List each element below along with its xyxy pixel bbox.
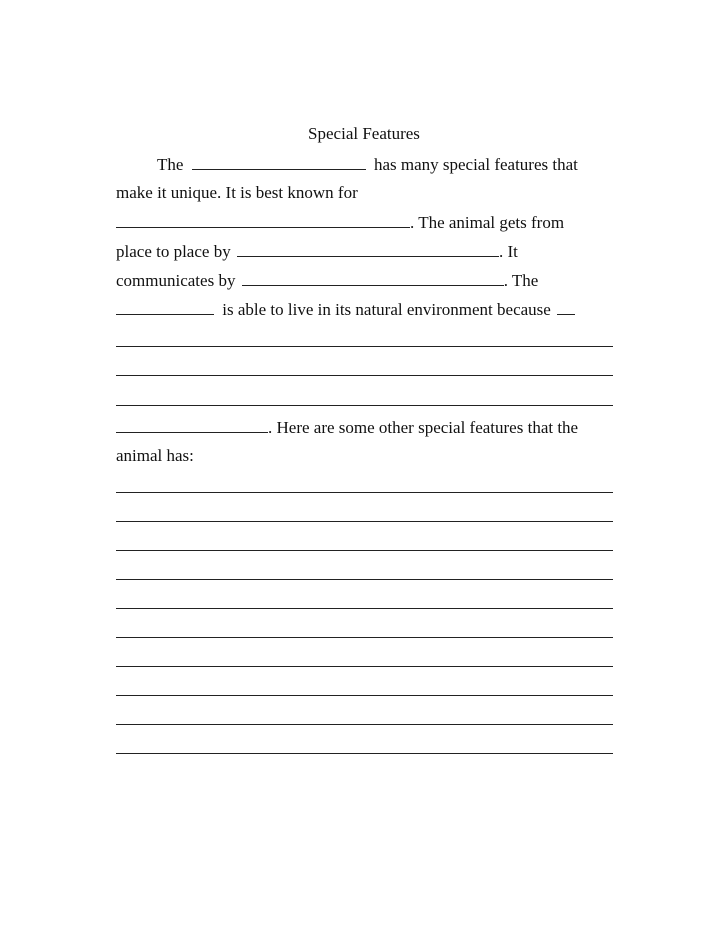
line5-before-text: communicates by [116, 271, 236, 290]
features-answer-line-3[interactable] [116, 550, 613, 551]
paragraph-line-11 [116, 445, 616, 467]
worksheet-title: Special Features [308, 124, 420, 143]
features-answer-line-7[interactable] [116, 666, 613, 667]
line1-before-text: The [157, 155, 184, 174]
paragraph-line-10 [116, 416, 616, 438]
line1-after-text: has many special features that [373, 155, 578, 174]
animal-name-blank-2[interactable] [116, 298, 214, 315]
best-known-for-blank[interactable] [116, 211, 410, 228]
because-answer-line-1[interactable] [116, 346, 613, 347]
features-answer-line-10[interactable] [116, 753, 613, 754]
because-answer-line-3[interactable] [116, 405, 613, 406]
animal-name-blank[interactable] [192, 153, 366, 170]
line2-text: make it unique. It is best known for [116, 183, 358, 202]
line3-after-text: . The animal gets from [410, 213, 565, 232]
paragraph-line-5 [116, 269, 616, 291]
features-answer-line-5[interactable] [116, 608, 613, 609]
paragraph-line-2 [116, 182, 616, 204]
line4-before-text: place to place by [116, 242, 231, 261]
paragraph-line-1 [157, 153, 657, 175]
features-answer-line-6[interactable] [116, 637, 613, 638]
movement-blank[interactable] [237, 240, 499, 257]
line6-after-text: is able to live in its natural environment because [222, 300, 551, 319]
line11-text: animal has: [116, 446, 194, 465]
line5-after-text: . The [503, 271, 539, 290]
paragraph-line-6 [116, 298, 616, 320]
because-blank-end[interactable] [116, 416, 268, 433]
features-answer-line-8[interactable] [116, 695, 613, 696]
features-answer-line-1[interactable] [116, 492, 613, 493]
because-blank-start[interactable] [557, 298, 575, 315]
line4-after-text: . It [498, 242, 518, 261]
features-answer-line-9[interactable] [116, 724, 613, 725]
because-answer-line-2[interactable] [116, 375, 613, 376]
features-answer-line-4[interactable] [116, 579, 613, 580]
paragraph-line-4 [116, 240, 616, 262]
line10-after-text: . Here are some other special features that the [268, 418, 579, 437]
communication-blank[interactable] [242, 269, 504, 286]
paragraph-line-3 [116, 211, 616, 233]
features-answer-line-2[interactable] [116, 521, 613, 522]
